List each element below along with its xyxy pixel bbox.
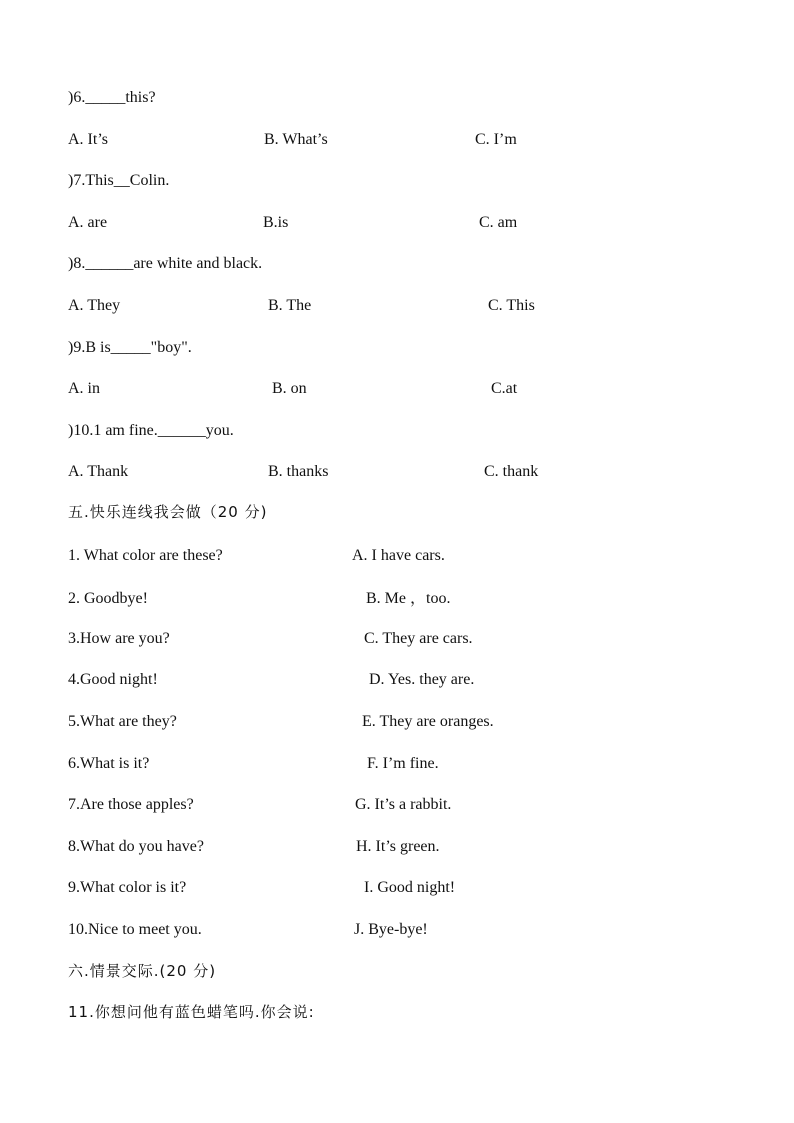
question-8-option-b: B. The — [268, 297, 312, 314]
match-left-item: 7.Are those apples? — [68, 796, 194, 813]
question-10-stem: )10.1 am fine.______you. — [68, 422, 234, 439]
question-7-option-c: C. am — [479, 214, 518, 231]
match-left-item: 1. What color are these? — [68, 547, 223, 564]
match-right-item: B. Me ，too. — [366, 590, 451, 607]
match-right-item: F. I’m fine. — [367, 755, 439, 772]
question-10-option-b: B. thanks — [268, 463, 329, 480]
match-right-item: C. They are cars. — [364, 630, 473, 647]
section-6-title: 六.情景交际.(20 分) — [68, 962, 217, 980]
section-5-title: 五.快乐连线我会做（20 分) — [68, 503, 268, 521]
match-left-item: 8.What do you have? — [68, 838, 204, 855]
match-right-item: D. Yes. they are. — [369, 671, 475, 688]
question-8-option-a: A. They — [68, 297, 121, 314]
match-left-item: 6.What is it? — [68, 755, 150, 772]
match-right-item: E. They are oranges. — [362, 713, 494, 730]
match-left-item: 10.Nice to meet you. — [68, 921, 202, 938]
match-right-item: G. It’s a rabbit. — [355, 796, 452, 813]
match-right-item: A. I have cars. — [352, 547, 445, 564]
question-7-option-a: A. are — [68, 214, 108, 231]
question-8-option-c: C. This — [488, 297, 535, 314]
question-10-option-a: A. Thank — [68, 463, 129, 480]
question-7-stem: )7.This__Colin. — [68, 172, 170, 189]
match-left-item: 4.Good night! — [68, 671, 158, 688]
question-7-option-b: B.is — [263, 214, 289, 231]
match-right-item: H. It’s green. — [356, 838, 440, 855]
match-left-item: 9.What color is it? — [68, 879, 187, 896]
question-9-option-c: C.at — [491, 380, 518, 397]
question-11-text: 11.你想问他有蓝色蜡笔吗.你会说: — [68, 1003, 315, 1021]
question-6-option-a: A. It’s — [68, 131, 108, 148]
question-9-option-b: B. on — [272, 380, 307, 397]
question-9-option-a: A. in — [68, 380, 100, 397]
match-left-item: 3.How are you? — [68, 630, 170, 647]
match-left-item: 2. Goodbye! — [68, 590, 148, 607]
question-6-stem: )6._____this? — [68, 89, 156, 106]
question-6-option-c: C. I’m — [475, 131, 517, 148]
question-9-stem: )9.B is_____"boy". — [68, 339, 192, 356]
match-right-item: I. Good night! — [364, 879, 456, 896]
question-6-option-b: B. What’s — [264, 131, 328, 148]
match-left-item: 5.What are they? — [68, 713, 177, 730]
question-10-option-c: C. thank — [484, 463, 539, 480]
question-8-stem: )8.______are white and black. — [68, 255, 263, 272]
match-right-item: J. Bye-bye! — [354, 921, 428, 938]
